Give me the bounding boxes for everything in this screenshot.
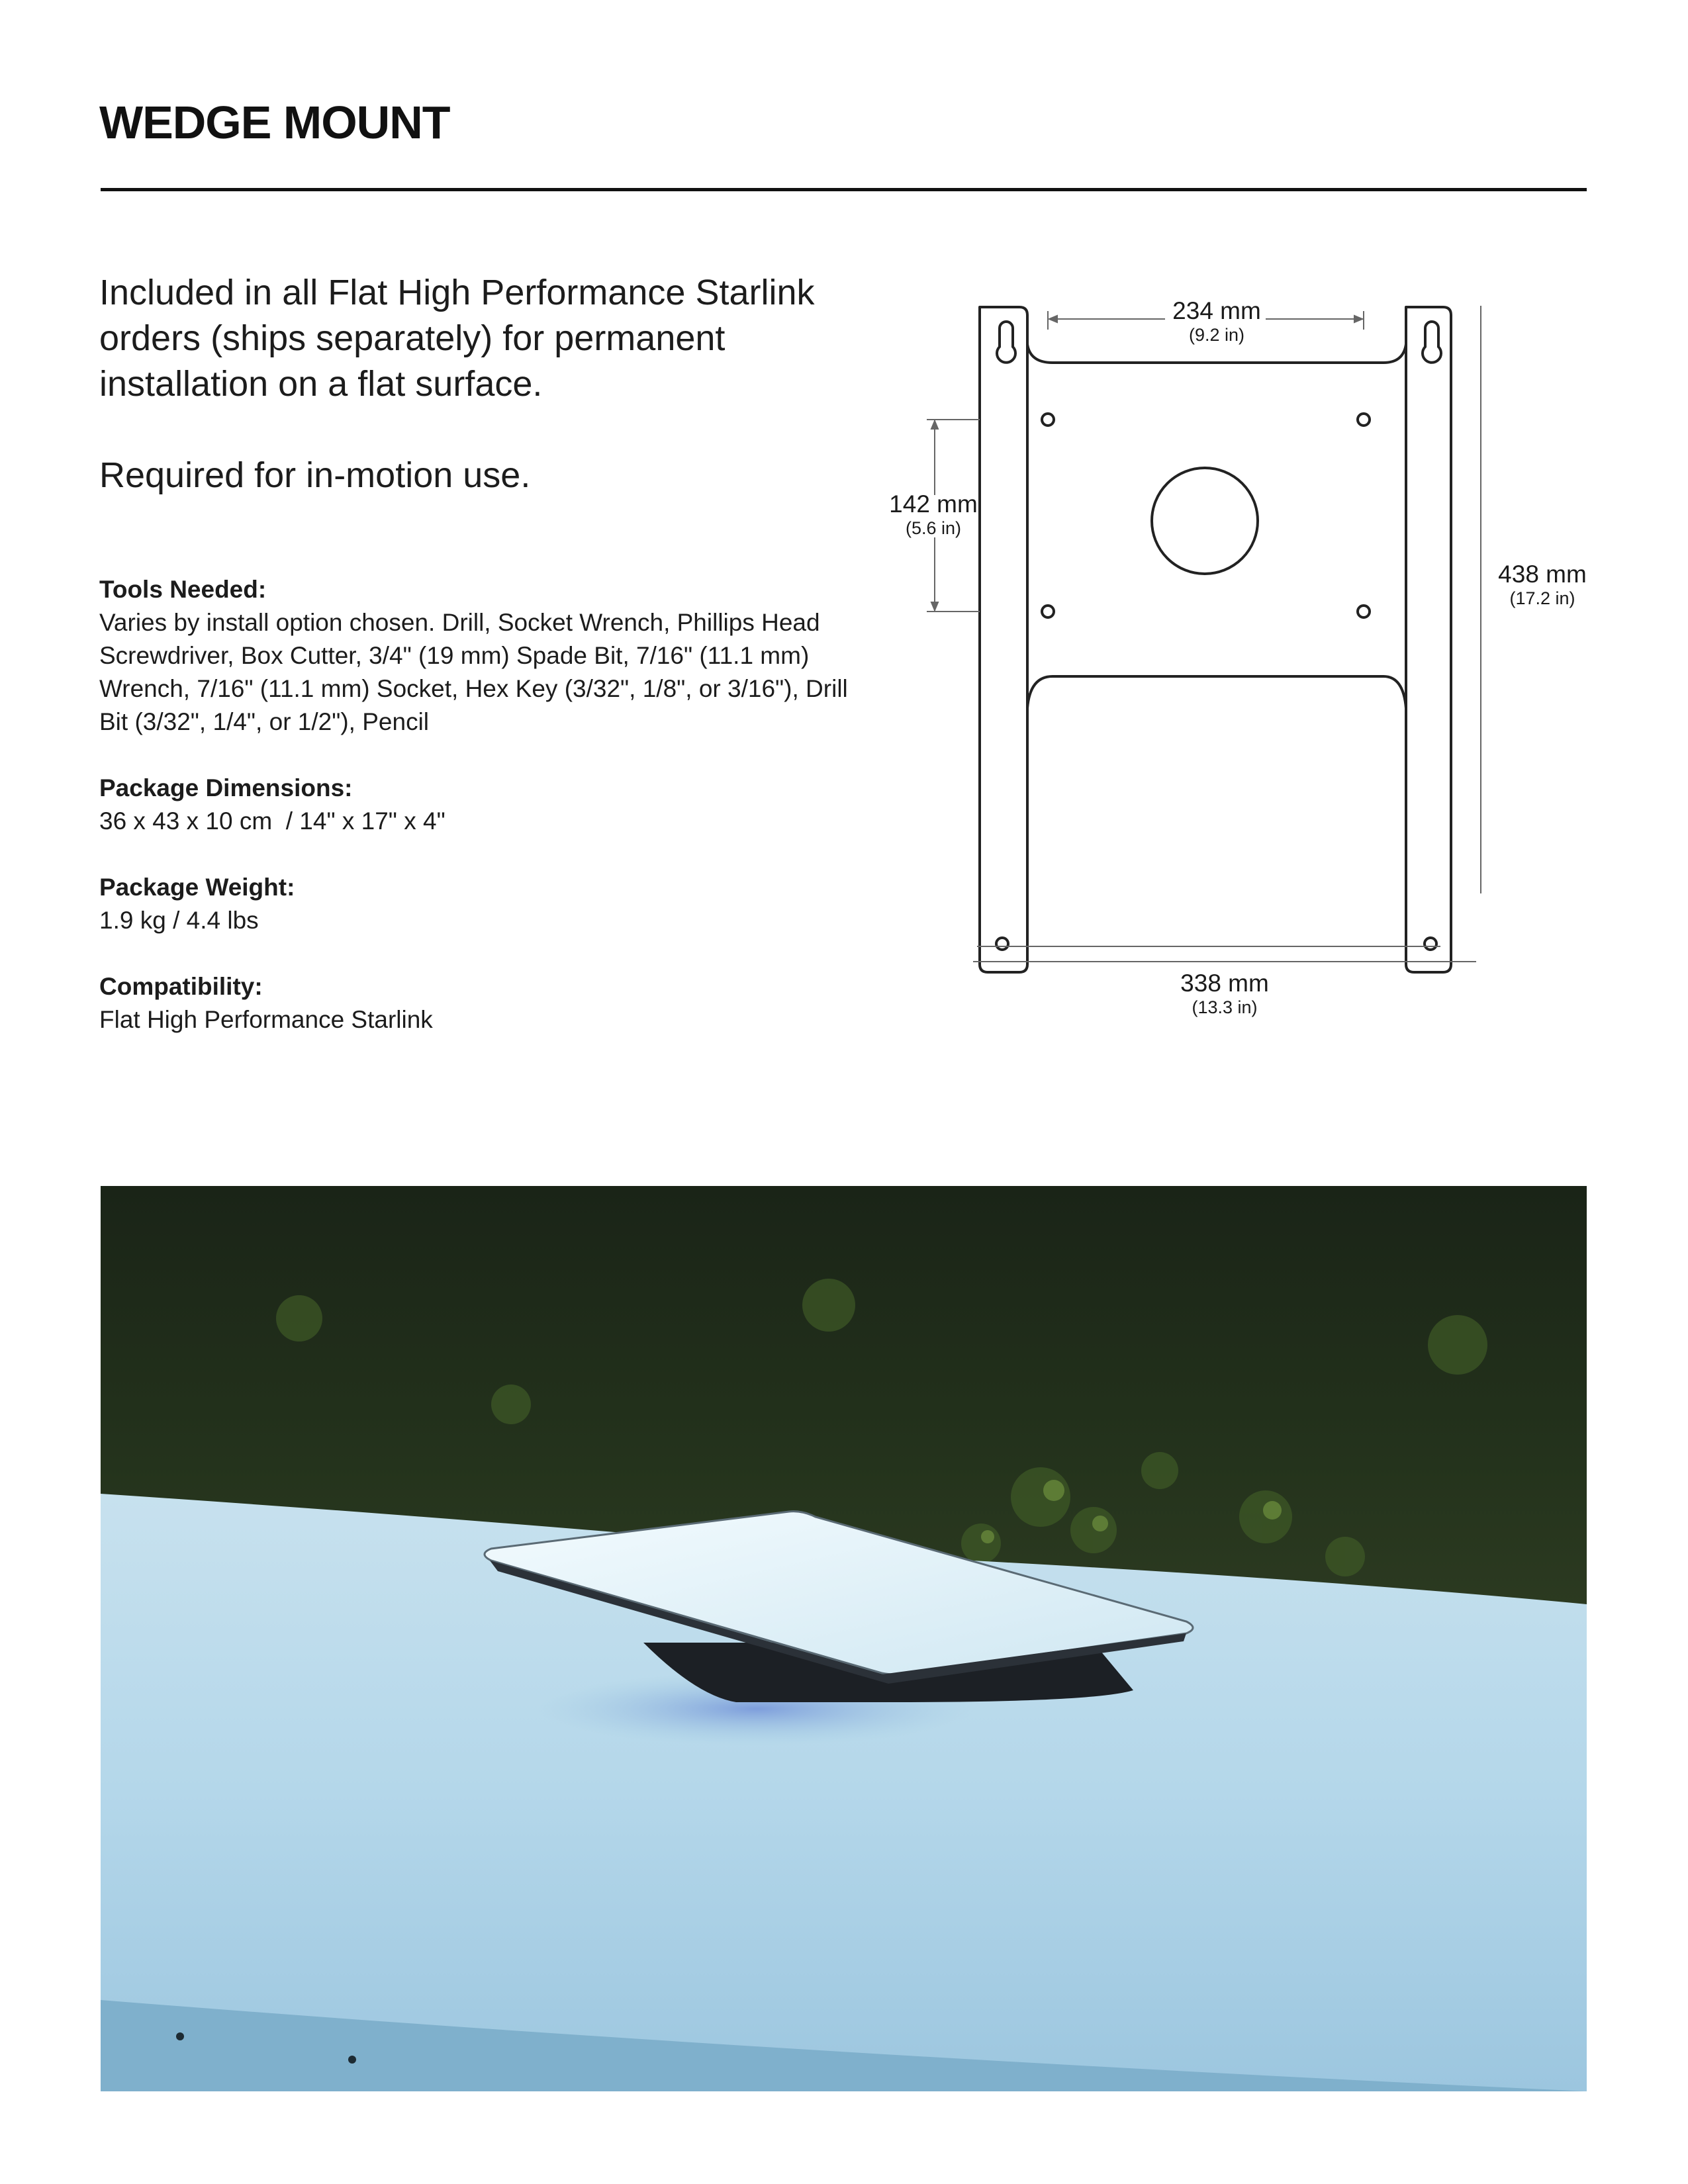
- mount-hole: [1358, 414, 1370, 426]
- dim-value-inches: (5.6 in): [905, 518, 962, 538]
- left-rail: [980, 307, 1027, 972]
- spec-tools: [99, 573, 880, 739]
- specs-list: [99, 573, 880, 1069]
- mount-plate: [1027, 344, 1406, 708]
- dim-value-inches: (17.2 in): [1509, 588, 1575, 608]
- intro-paragraph: Included in all Flat High Performance Starlink orders (ships separately) for permanent installation on a flat surface.: [99, 273, 815, 404]
- dim-value: 338 mm: [1180, 970, 1269, 997]
- spec-value: Varies by install option chosen. Drill, Socket Wrench, Phillips Head Screwdriver, Box Cutter, 3/4" (19 mm) Spade Bit, 7/16" (11.1 mm) Wrench, 7/16" (11.1 mm) Socket, Hex Key (3/32", 1/8", or 3/16"), Drill Bit (3/32", 1/4", or 1/2"), Pencil: [99, 609, 848, 735]
- dim-height-142: [887, 491, 980, 539]
- right-rail: [1406, 307, 1451, 972]
- center-cable-hole: [1152, 468, 1258, 574]
- starlink-on-roof-image: [101, 1186, 1587, 2091]
- mount-hole: [1425, 938, 1436, 950]
- spec-label: Package Dimensions:: [99, 774, 353, 801]
- title-divider: [101, 188, 1587, 191]
- mount-hole: [996, 938, 1008, 950]
- spec-value: 36 x 43 x 10 cm / 14" x 17" x 4": [99, 807, 445, 835]
- spec-compatibility: [99, 970, 880, 1036]
- spec-package-dimensions: [99, 772, 880, 838]
- dim-value-inches: (9.2 in): [1188, 325, 1245, 345]
- dim-height-438: [1489, 561, 1595, 609]
- keyhole-right-icon: [1423, 322, 1441, 363]
- intro-note: Required for in-motion use.: [99, 455, 531, 495]
- product-photo: [101, 1186, 1587, 2091]
- spec-label: Tools Needed:: [99, 576, 267, 603]
- dim-width-338: [973, 961, 1476, 1018]
- dim-value: 234 mm: [1172, 297, 1261, 324]
- page-title: WEDGE MOUNT: [99, 97, 450, 148]
- spec-value: 1.9 kg / 4.4 lbs: [99, 907, 259, 934]
- mount-hole: [1042, 606, 1054, 617]
- dim-width-234: [1157, 298, 1276, 345]
- mount-drawing: [861, 278, 1622, 1059]
- intro-section: [99, 270, 894, 544]
- dim-value-inches: (13.3 in): [1192, 997, 1258, 1017]
- dim-value: 438 mm: [1498, 561, 1587, 588]
- spec-package-weight: [99, 871, 880, 937]
- spec-label: Compatibility:: [99, 973, 263, 1000]
- spec-value: Flat High Performance Starlink: [99, 1006, 433, 1033]
- dim-value: 142 mm: [889, 490, 978, 518]
- mount-hole: [1358, 606, 1370, 617]
- mount-hole: [1042, 414, 1054, 426]
- spec-label: Package Weight:: [99, 874, 295, 901]
- mount-dimension-diagram: [861, 278, 1622, 1059]
- keyhole-left-icon: [997, 322, 1015, 363]
